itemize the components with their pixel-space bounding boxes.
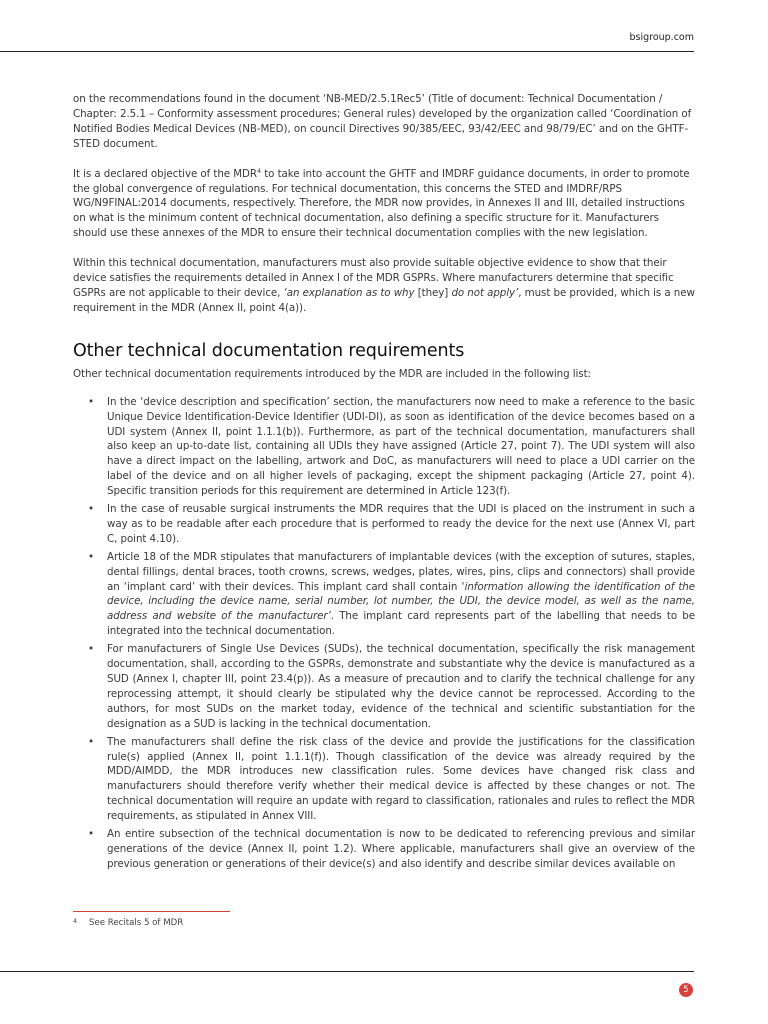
page-number-badge: 5 xyxy=(679,983,693,997)
paragraph-2-text-start: It is a declared objective of the MDR xyxy=(73,167,257,180)
footnote-text: See Recitals 5 of MDR xyxy=(89,918,184,928)
list-item-text: For manufacturers of Single Use Devices (SUDs), the technical documentation, specifically the risk management documentation, shall, according to the GSPRs, demonstrate and substantiate why the device is manufactured as a SUD (Annex I, chapter III, point 23.4(p)). As a measure of precaution and to clarify the technical challenge for any reprocessing attempt, it should clearly be stipulated why the device cannot be reprocessed. According to the authors, for most SUDs on the market today, evidence of the technical and scientific substantiation for the designation as a SUD is lacking in the technical documentation. xyxy=(107,643,695,730)
paragraph-3-text-middle: [they] xyxy=(414,286,452,299)
site-url: bsigroup.com xyxy=(629,32,694,43)
list-item-text: In the ‘device description and specification’ section, the manufacturers now need to make a reference to the basic Unique Device Identification-Device Identifier (UDI-DI), as soon as identification of the device becomes based on a UDI system (Annex II, point 1.1.1(b)). Furthermore, as part of the technical documentation, manufacturers shall also keep an up-to-date list, containing all UDIs they have assigned (Article 27, point 7). The UDI system will also have a direct impact on the labelling, artwork and DoC, as manufacturers will need to place a UDI carrier on the label of the device and on all higher levels of packaging, except the shipment packaging (Article 27, point 4). Specific transition periods for this requirement are determined in Article 123(f). xyxy=(107,395,695,498)
paragraph-2-text-end: to take into account the GHTF and IMDRF guidance documents, in order to promote the global convergence of regulations. For technical documentation, this concerns the STED and IMDRF/RPS WG/N9FINAL:2014 documents, respectively. Therefore, the MDR now provides, in Annexes II and III, detailed instructions on what is the minimum content of technical documentation, also defining a specific structure for it. Manufacturers should use these annexes of the MDR to ensure their technical documentation complies with the new legislation. xyxy=(73,167,690,240)
footnote-number: 4 xyxy=(73,917,78,925)
main-content xyxy=(73,92,695,875)
paragraph-3-text-end: , must be provided, which is a new requirement in the MDR (Annex II, point 4(a)). xyxy=(73,286,695,314)
list-item-text: In the case of reusable surgical instruments the MDR requires that the UDI is placed on the instrument in such a way as to be readable after each procedure that is performed to ready the device for the next use (Annex VI, part C, point 4.10). xyxy=(107,503,695,545)
list-item-text-end: . The implant card represents part of the labelling that needs to be integrated into the technical documentation. xyxy=(107,610,695,638)
bullet-icon: • xyxy=(88,735,94,748)
list-item xyxy=(73,735,695,824)
list-item xyxy=(73,502,695,547)
list-item xyxy=(73,827,695,872)
section-intro: Other technical documentation requirements introduced by the MDR are included in the following list: xyxy=(73,367,591,380)
paragraph-1: on the recommendations found in the document ‘NB-MED/2.5.1Rec5’ (Title of document: Technical Documentation / Chapter: 2.5.1 – Conformity assessment procedures; General rules) developed by the organization called ‘Coordination of Notified Bodies Medical Devices (NB-MED), on council Directives 90/385/EEC, 93/42/EEC and 98/79/EC’ and on the GHTF-STED document. xyxy=(73,93,692,150)
list-item-quote: information allowing the identification of the device, including the device name, serial number, lot number, the UDI, the device model, as well as the name, address and website of the manufacturer’ xyxy=(107,580,696,623)
bullet-icon: • xyxy=(88,643,94,656)
section-heading: Other technical documentation requirements xyxy=(73,340,465,361)
list-item xyxy=(73,395,695,499)
bullet-icon: • xyxy=(88,395,94,408)
bullet-icon: • xyxy=(88,828,94,841)
footnote-divider xyxy=(73,911,230,912)
header-divider xyxy=(0,51,694,52)
paragraph-3-quote-2: do not apply’ xyxy=(451,286,519,299)
paragraph-3-quote-1: ‘an explanation as to why xyxy=(283,286,415,299)
requirements-list xyxy=(73,395,695,872)
footer-divider xyxy=(0,971,694,972)
list-item-text-start: Article 18 of the MDR stipulates that manufacturers of implantable devices (with the exception of sutures, staples, dental fillings, dental braces, tooth crowns, screws, wedges, plates, wires, pins, clips and connectors) shall provide an ‘implant card’ with their devices. This implant card shall contain ‘ xyxy=(107,550,695,593)
list-item-text: An entire subsection of the technical documentation is now to be dedicated to referencing previous and similar generations of the device (Annex II, point 1.2). Where applicable, manufacturers shall give an overview of the previous generation or generations of their device(s) and also identify and describe similar devices available on xyxy=(107,828,695,870)
list-item xyxy=(73,550,695,639)
paragraph-2 xyxy=(73,167,695,242)
footnote-reference: 4 xyxy=(256,166,262,175)
list-item-text: The manufacturers shall define the risk class of the device and provide the justifications for the classification rule(s) applied (Annex II, point 1.1.1(f)). Though classification of the device was already required by the MDD/AIMDD, the MDR introduces new classification rules. Some devices have changed risk class and manufacturers should therefore verify whether their medical device is affected by these changes or not. The technical documentation will require an update with regard to classification, rationales and rules to reflect the MDR requirements, as stipulated in Annex VIII. xyxy=(107,735,695,823)
bullet-icon: • xyxy=(88,550,94,563)
footnote xyxy=(73,916,183,929)
paragraph-3 xyxy=(73,256,695,316)
bullet-icon: • xyxy=(88,503,94,516)
paragraph-3-text-start: Within this technical documentation, manufacturers must also provide suitable objective evidence to show that their device satisfies the requirements detailed in Annex I of the MDR GSPRs. Where manufacturers determine that specific GSPRs are not applicable to their device, xyxy=(73,257,674,299)
list-item xyxy=(73,642,695,731)
